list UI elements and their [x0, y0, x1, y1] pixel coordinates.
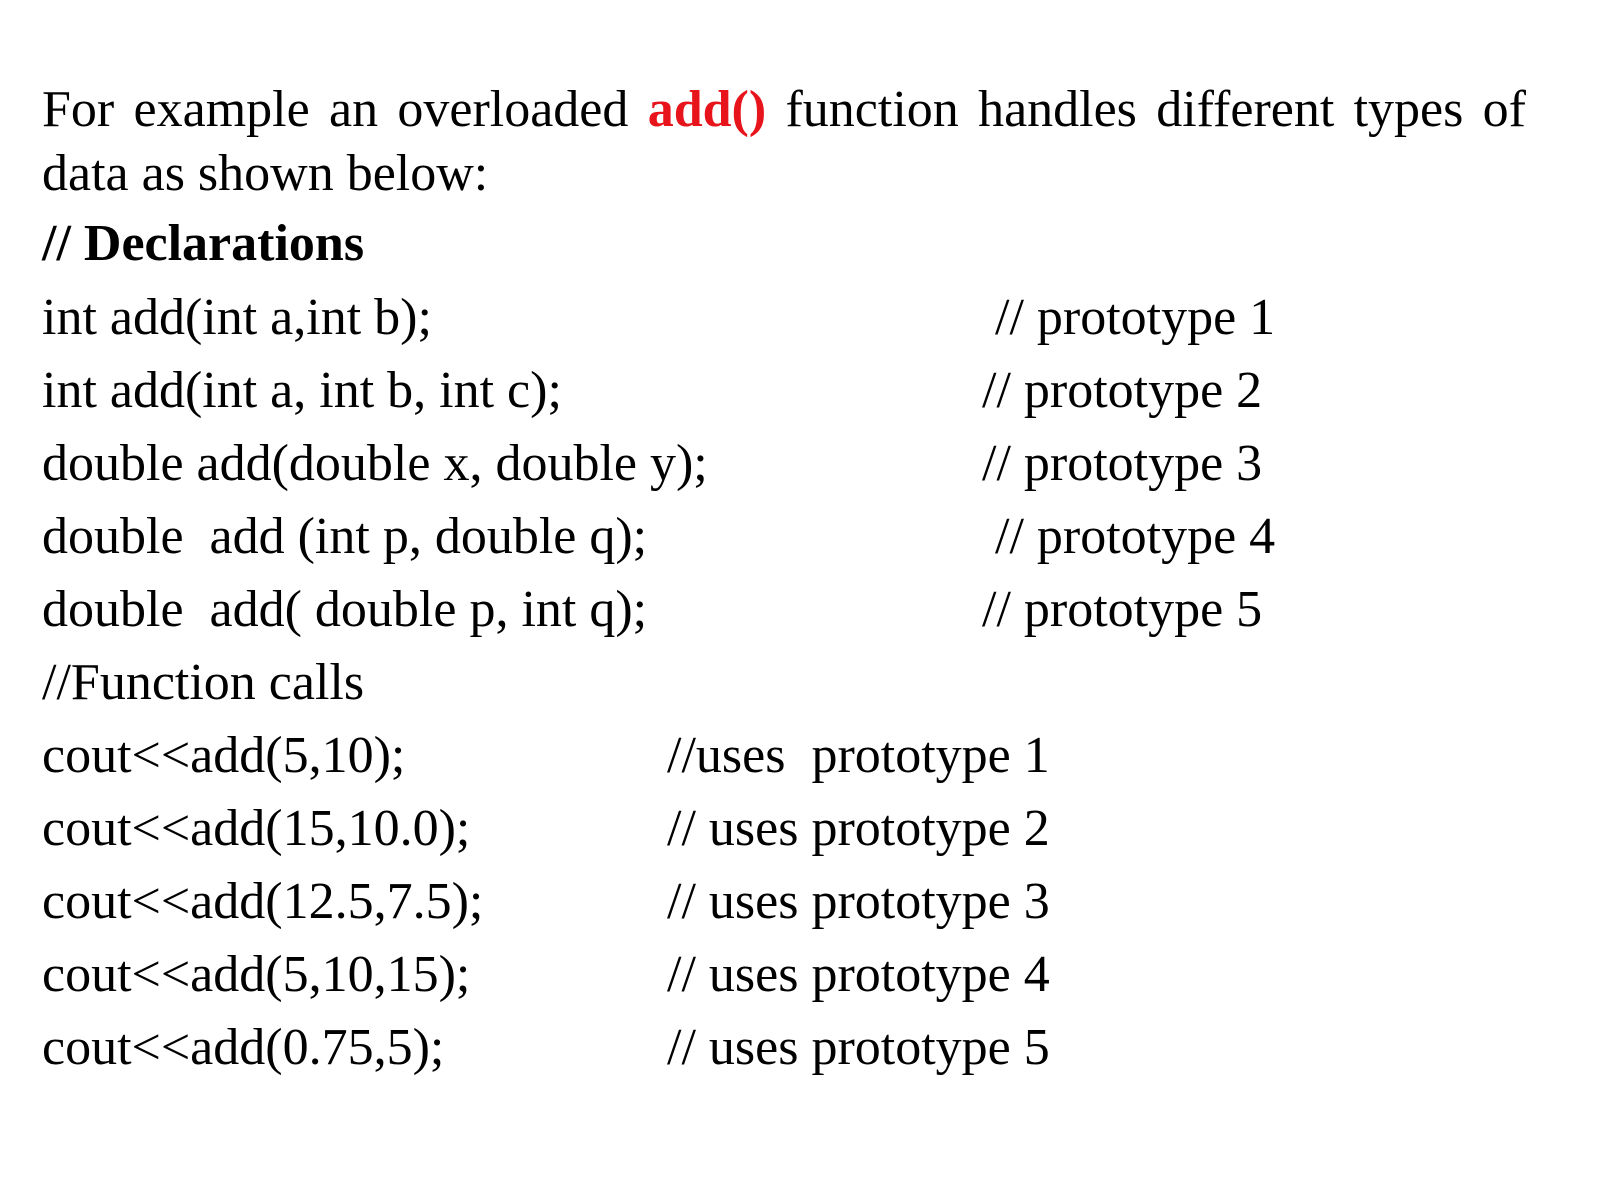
- call-comment-1: //uses prototype 1: [667, 727, 1050, 784]
- intro-paragraph: [42, 78, 1526, 206]
- function-calls-heading: //Function calls: [42, 654, 365, 711]
- call-comment-3: // uses prototype 3: [667, 873, 1050, 930]
- declaration-comment-2: // prototype 2: [982, 362, 1263, 419]
- call-comment-4: // uses prototype 4: [667, 946, 1050, 1003]
- intro-text-after: function handles different types of data as shown below:: [42, 81, 1526, 202]
- declaration-comment-4: // prototype 4: [995, 508, 1276, 565]
- call-code-5: cout<<add(0.75,5);: [42, 1019, 445, 1076]
- add-function-highlight: add(): [647, 81, 767, 138]
- call-code-1: cout<<add(5,10);: [42, 727, 406, 784]
- declaration-comment-1: // prototype 1: [995, 289, 1276, 346]
- call-comment-2: // uses prototype 2: [667, 800, 1050, 857]
- declaration-comment-5: // prototype 5: [982, 581, 1263, 638]
- call-code-4: cout<<add(5,10,15);: [42, 946, 471, 1003]
- call-code-3: cout<<add(12.5,7.5);: [42, 873, 484, 930]
- declaration-code-3: double add(double x, double y);: [42, 435, 708, 492]
- declaration-code-2: int add(int a, int b, int c);: [42, 362, 562, 419]
- declaration-code-5: double add( double p, int q);: [42, 581, 648, 638]
- intro-text-before: For example an overloaded: [42, 81, 648, 138]
- call-comment-5: // uses prototype 5: [667, 1019, 1050, 1076]
- declarations-heading: // Declarations: [42, 215, 365, 272]
- declaration-code-1: int add(int a,int b);: [42, 289, 432, 346]
- call-code-2: cout<<add(15,10.0);: [42, 800, 471, 857]
- declaration-code-4: double add (int p, double q);: [42, 508, 648, 565]
- declaration-comment-3: // prototype 3: [982, 435, 1263, 492]
